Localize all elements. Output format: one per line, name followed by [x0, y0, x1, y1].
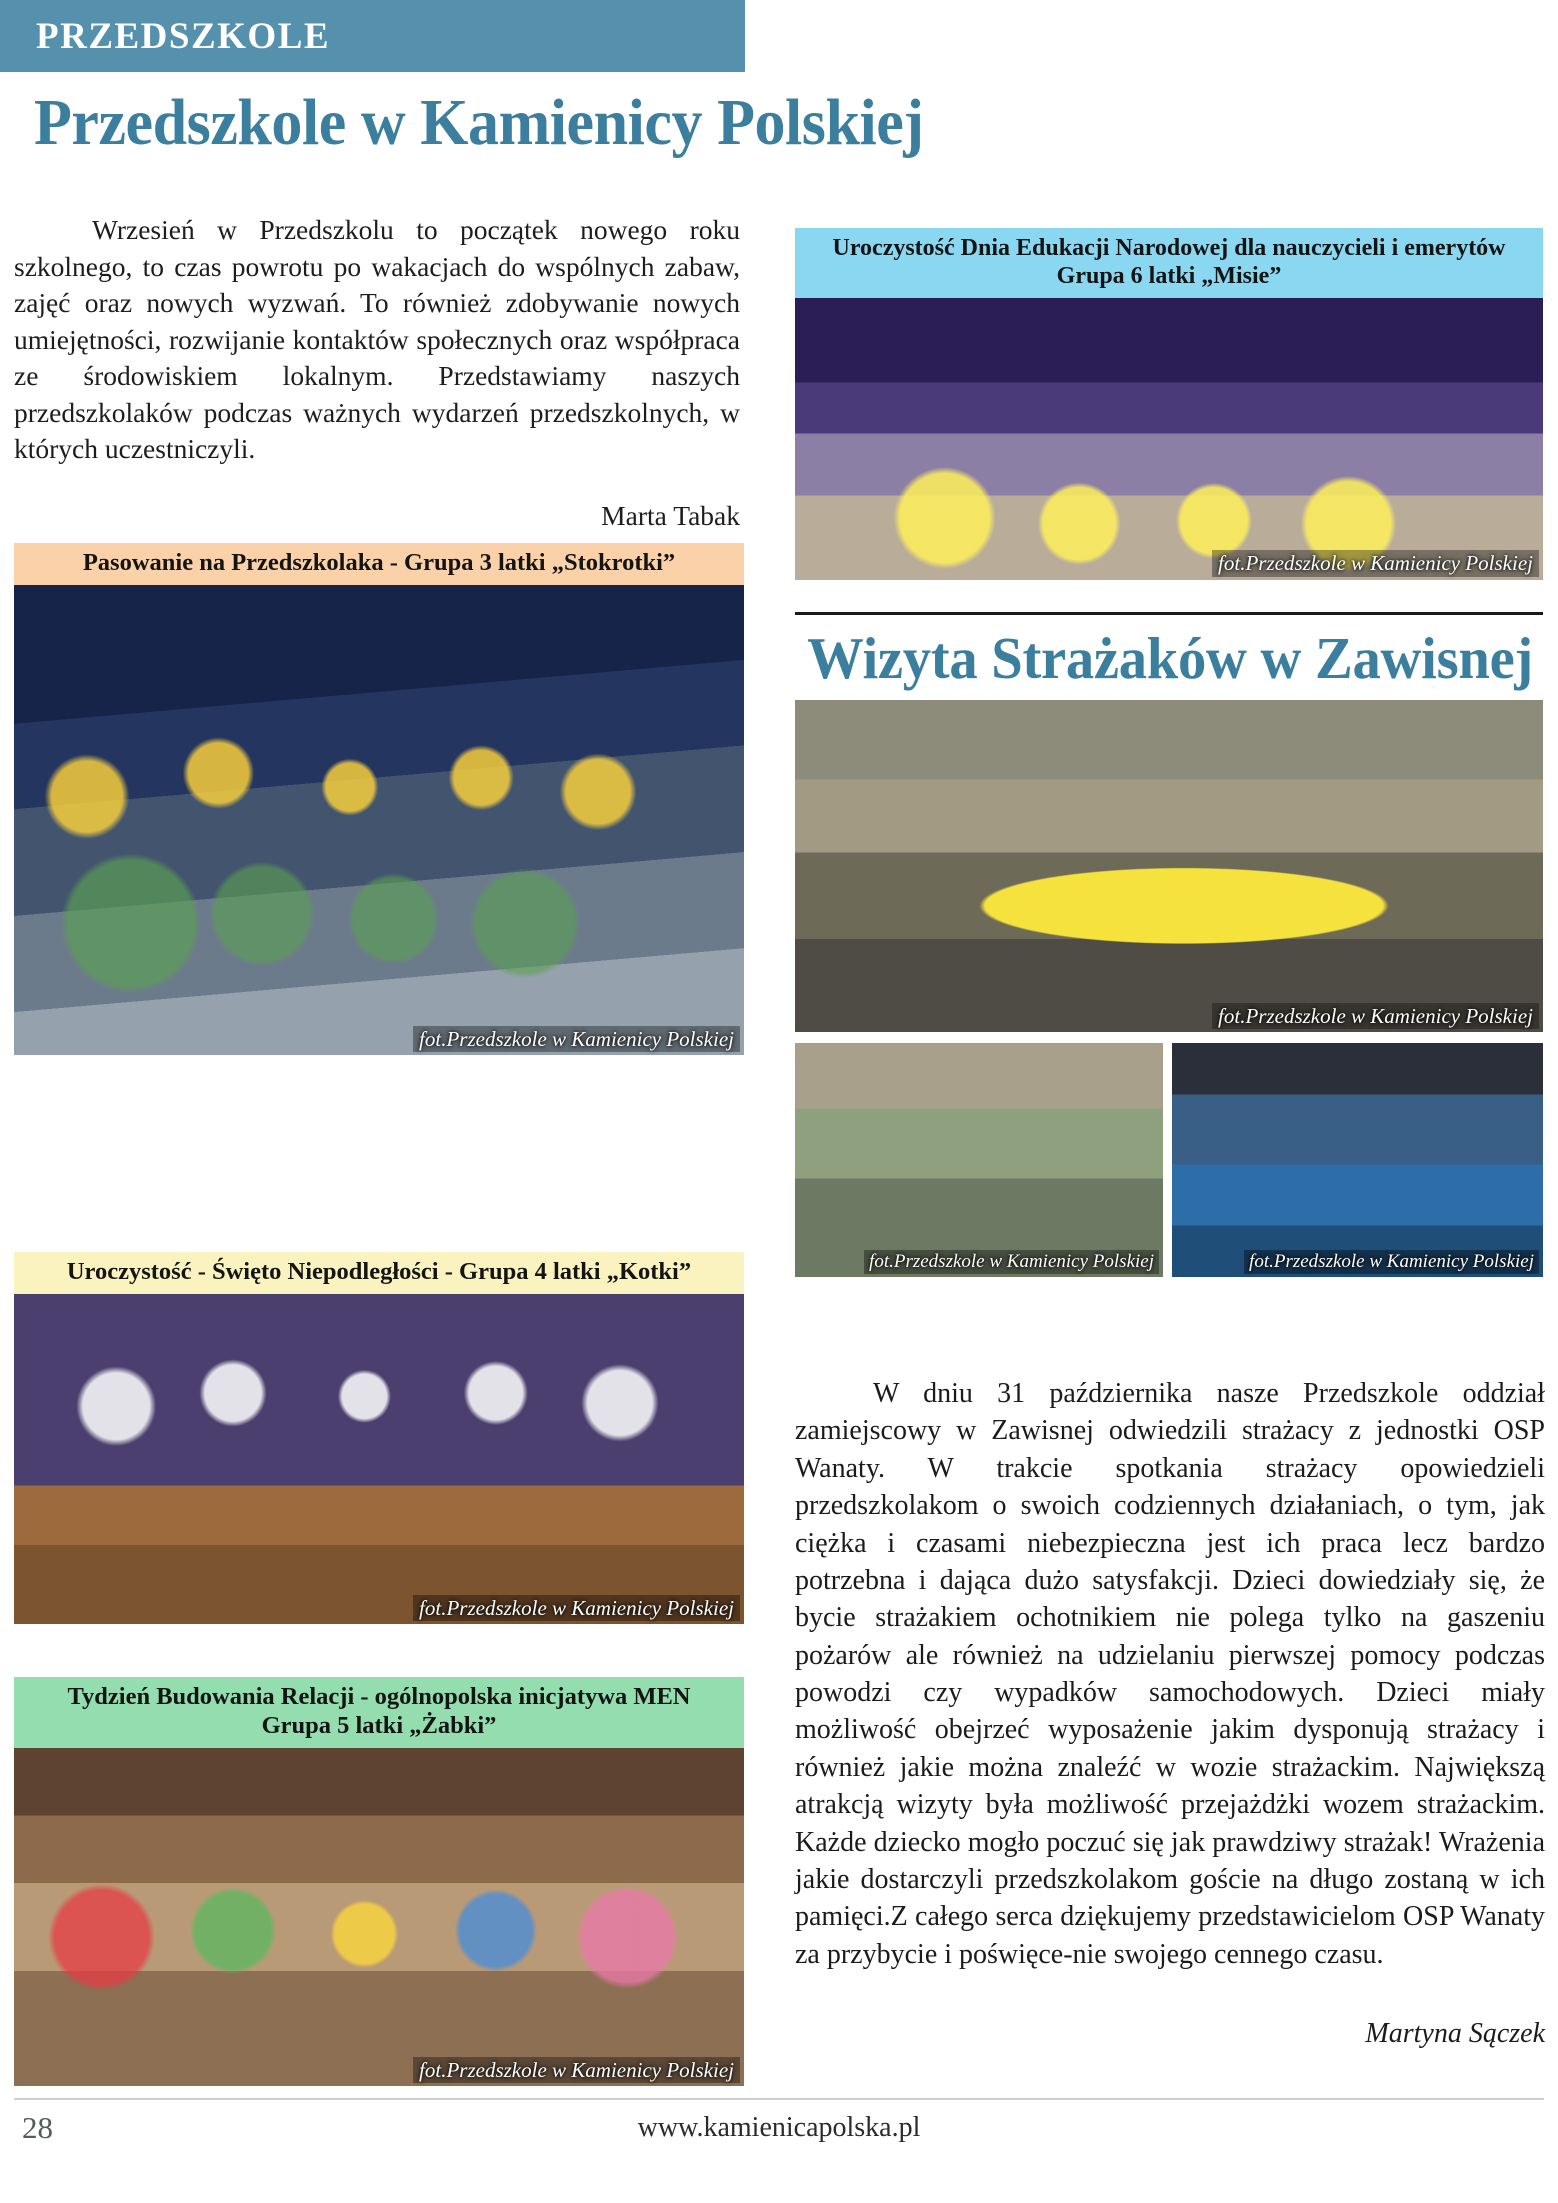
intro-byline: Marta Tabak: [601, 500, 740, 531]
section-divider: [795, 612, 1543, 615]
figure-strazacy-right: [1172, 1043, 1543, 1277]
article2-byline: Martyna Sączek: [1365, 2018, 1545, 2049]
photo-strazacy-left: [795, 1043, 1163, 1277]
article2-paragraph: W dniu 31 października nasze Przedszkole oddział zamiejscowy w Zawisnej odwiedzili strażacy z jednostki OSP Wanaty. W trakcie spotkania strażacy opowiedzieli przedszkolakom o swoich codziennych działaniach, o tym, jak ciężka i czasami niebezpieczna jest ich praca lecz bardzo potrzebna i dająca dużo satysfakcji. Dzieci dowiedziały się, że bycie strażakiem ochotnikiem nie polega tylko na gaszeniu pożarów ale również na udzielaniu pierwszej pomocy podczas powodzi czy wypadków samochodowych. Dzieci miały możliwość obejrzeć wyposażenie jakim dysponują strażacy i również jakie można znaleźć w wozie strażackim. Największą atrakcją wizyty była możliwość przejażdżki wozem strażackim. Każde dziecko mogło poczuć się jak prawdziwy strażak! Wrażenia jakie dostarczyli przedszkolakom goście na długo zostaną w ich pamięci.Z całego serca dziękujemy przedstawicielom OSP Wanaty za przybycie i poświęce-nie swojego cennego czasu.: [795, 1378, 1545, 1970]
photo-credit: fot.Przedszkole w Kamienicy Polskiej: [1212, 1003, 1539, 1029]
photo-credit: fot.Przedszkole w Kamienicy Polskiej: [413, 1595, 740, 1621]
figure-strazacy-left: [795, 1043, 1163, 1277]
section-label: PRZEDSZKOLE: [36, 15, 331, 57]
photo-stokrotki: [14, 585, 744, 1055]
photo-credit: fot.Przedszkole w Kamienicy Polskiej: [1212, 550, 1539, 576]
figure-kotki: [14, 1252, 744, 1624]
figure-misie: [795, 228, 1543, 580]
footer-divider: [14, 2098, 1544, 2100]
photo-credit: fot.Przedszkole w Kamienicy Polskiej: [413, 2057, 740, 2083]
intro-paragraph: Wrzesień w Przedszkolu to początek nowego roku szkolnego, to czas powrotu po wakacjach do wspólnych zabaw, zajęć oraz nowych wyzwań. To również zdobywanie nowych umiejętności, rozwijanie kontaktów społecznych oraz współpraca ze środowiskiem lokalnym. Przedstawiamy naszych przedszkolaków podczas ważnych wydarzeń przedszkolnych, w których uczestniczyli.: [14, 214, 740, 465]
section-banner: [0, 0, 745, 72]
figure-zabki: [14, 1677, 744, 2086]
photo-zabki: [14, 1748, 744, 2086]
photo-misie: [795, 298, 1543, 580]
page-number: 28: [22, 2110, 53, 2145]
photo-credit: fot.Przedszkole w Kamienicy Polskiej: [1244, 1250, 1539, 1274]
caption-stokrotki: Pasowanie na Przedszkolaka - Grupa 3 latki „Stokrotki”: [14, 543, 744, 585]
figure-strazacy-main: [795, 700, 1543, 1032]
photo-strazacy-main: [795, 700, 1543, 1032]
photo-credit: fot.Przedszkole w Kamienicy Polskiej: [864, 1250, 1159, 1274]
caption-kotki: Uroczystość - Święto Niepodległości - Grupa 4 latki „Kotki”: [14, 1252, 744, 1294]
figure-stokrotki: [14, 543, 744, 1055]
article2-title: Wizyta Strażaków w Zawisnej: [807, 625, 1534, 691]
caption-misie: Uroczystość Dnia Edukacji Narodowej dla nauczycieli i emerytów Grupa 6 latki „Misie”: [795, 228, 1543, 298]
site-url: www.kamienicapolska.pl: [637, 2112, 921, 2143]
photo-strazacy-right: [1172, 1043, 1543, 1277]
page-title: Przedszkole w Kamienicy Polskiej: [34, 86, 924, 159]
photo-credit: fot.Przedszkole w Kamienicy Polskiej: [413, 1026, 740, 1052]
photo-kotki: [14, 1294, 744, 1624]
caption-zabki: Tydzień Budowania Relacji - ogólnopolska inicjatywa MEN Grupa 5 latki „Żabki”: [14, 1677, 744, 1748]
